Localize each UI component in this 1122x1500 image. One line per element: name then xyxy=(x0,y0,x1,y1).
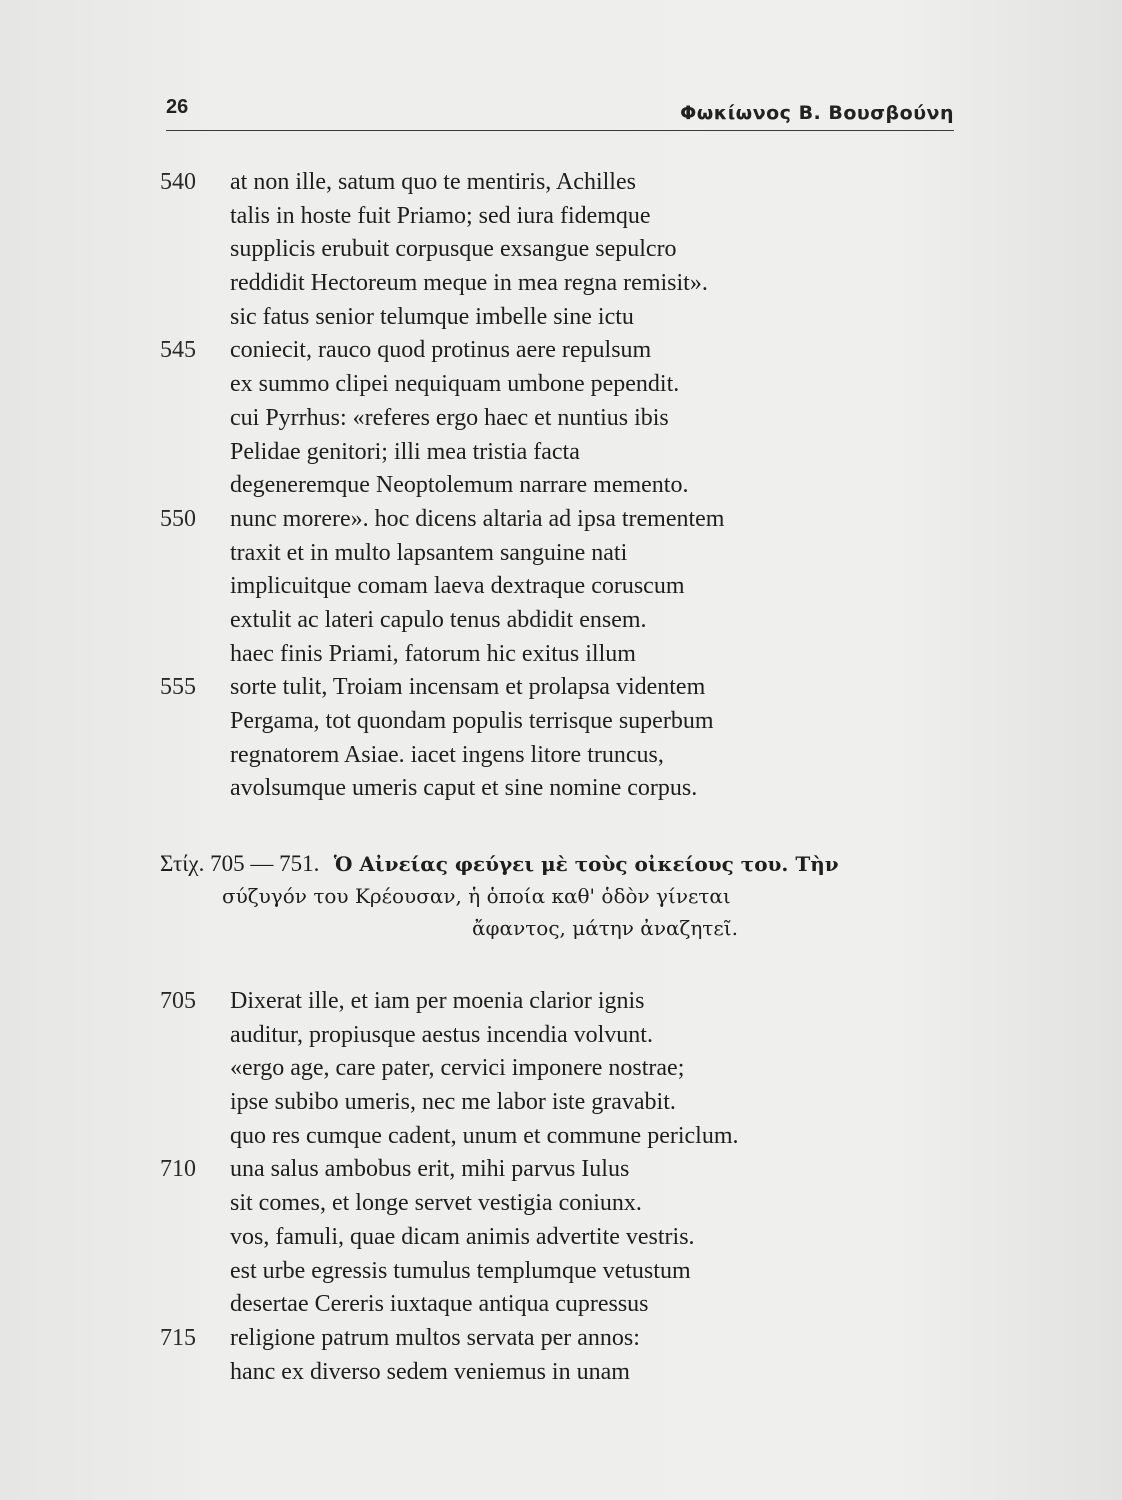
verse-text: Pergama, tot quondam populis terrisque superbum xyxy=(230,708,714,734)
verse-line xyxy=(160,1322,960,1356)
verse-text: at non ille, satum quo te mentiris, Achilles xyxy=(230,169,636,195)
verse-text: regnatorem Asiae. iacet ingens litore truncus, xyxy=(230,741,664,768)
verse-text: extulit ac lateri capulo tenus abdidit ensem. xyxy=(230,606,647,633)
verse-reference: Στίχ. 705 — 751. xyxy=(160,851,320,876)
verse-line xyxy=(160,1120,960,1154)
verse-text: traxit et in multo lapsantem sanguine nati xyxy=(230,539,628,566)
verse-passage-705-716 xyxy=(160,985,960,1389)
verse-line xyxy=(160,267,960,301)
line-number: 550 xyxy=(160,505,196,532)
heading-line-2: σύζυγόν του Κρέουσαν, ἡ ὁποία καθ' ὁδὸν γίνεται xyxy=(222,884,731,908)
verse-line xyxy=(160,233,960,267)
line-number: 705 xyxy=(160,988,196,1014)
verse-text: desertae Cereris iuxtaque antiqua cupressus xyxy=(230,1291,649,1318)
verse-text: reddidit Hectoreum meque in mea regna remisit». xyxy=(230,270,708,297)
verse-line xyxy=(160,1221,960,1255)
verse-text: hanc ex diverso sedem veniemus in unam xyxy=(230,1358,630,1385)
verse-text: supplicis erubuit corpusque exsangue sepulcro xyxy=(230,236,677,263)
verse-line xyxy=(160,570,960,604)
verse-line xyxy=(160,1019,960,1053)
verse-line xyxy=(160,503,960,537)
line-number: 540 xyxy=(160,169,196,195)
running-head: Φωκίωνος Β. Βουσβούνη xyxy=(680,102,954,124)
verse-text: est urbe egressis tumulus templumque vetustum xyxy=(230,1257,691,1284)
verse-line xyxy=(160,469,960,503)
verse-line xyxy=(160,1187,960,1221)
verse-text: una salus ambobus erit, mihi parvus Iulus xyxy=(230,1156,630,1183)
verse-line xyxy=(160,671,960,705)
verse-text: degeneremque Neoptolemum narrare memento. xyxy=(230,472,689,499)
verse-line xyxy=(160,1153,960,1187)
line-number: 710 xyxy=(160,1156,196,1183)
verse-text: quo res cumque cadent, unum et commune periclum. xyxy=(230,1122,739,1149)
verse-text: auditur, propiusque aestus incendia volvunt. xyxy=(230,1021,653,1048)
verse-text: haec finis Priami, fatorum hic exitus illum xyxy=(230,640,636,667)
page-header xyxy=(166,92,954,131)
verse-line xyxy=(160,985,960,1019)
verse-line xyxy=(160,166,960,200)
section-heading xyxy=(160,848,960,944)
verse-line xyxy=(160,772,960,806)
verse-text: ex summo clipei nequiquam umbone pependit. xyxy=(230,371,680,398)
verse-line xyxy=(160,1086,960,1120)
verse-text: Pelidae genitori; illi mea tristia facta xyxy=(230,438,580,465)
verse-line xyxy=(160,1356,960,1390)
line-number: 715 xyxy=(160,1324,196,1351)
verse-line xyxy=(160,368,960,402)
verse-line xyxy=(160,604,960,638)
heading-line-1 xyxy=(160,848,960,880)
verse-text: religione patrum multos servata per annos: xyxy=(230,1324,640,1351)
verse-line xyxy=(160,402,960,436)
verse-text: coniecit, rauco quod protinus aere repulsum xyxy=(230,337,652,364)
verse-text: «ergo age, care pater, cervici imponere nostrae; xyxy=(230,1055,685,1082)
verse-text: implicuitque comam laeva dextraque coruscum xyxy=(230,573,685,600)
verse-text: talis in hoste fuit Priamo; sed iura fidemque xyxy=(230,202,651,229)
verse-line xyxy=(160,638,960,672)
verse-line xyxy=(160,1255,960,1289)
verse-line xyxy=(160,1288,960,1322)
verse-line xyxy=(160,334,960,368)
line-number: 545 xyxy=(160,337,196,364)
verse-line xyxy=(160,200,960,234)
verse-text: nunc morere». hoc dicens altaria ad ipsa trementem xyxy=(230,505,725,532)
verse-text: sit comes, et longe servet vestigia coniunx. xyxy=(230,1190,642,1217)
heading-text-1: Ὁ Αἰνείας φεύγει μὲ τοὺς οἰκείους του. Τὴν xyxy=(333,852,839,876)
verse-passage-540-558 xyxy=(160,166,960,806)
page-number: 26 xyxy=(166,96,189,118)
verse-line xyxy=(160,436,960,470)
verse-text: cui Pyrrhus: «referes ergo haec et nuntius ibis xyxy=(230,404,669,431)
verse-line xyxy=(160,1052,960,1086)
verse-text: ipse subibo umeris, nec me labor iste gravabit. xyxy=(230,1089,676,1116)
verse-text: vos, famuli, quae dicam animis advertite vestris. xyxy=(230,1223,695,1250)
line-number: 555 xyxy=(160,674,196,701)
verse-text: avolsumque umeris caput et sine nomine corpus. xyxy=(230,775,698,802)
verse-text: sorte tulit, Troiam incensam et prolapsa videntem xyxy=(230,674,706,701)
verse-line xyxy=(160,301,960,335)
heading-line-3: ἄφαντος, μάτην ἀναζητεῖ. xyxy=(472,916,738,940)
verse-text: Dixerat ille, et iam per moenia clarior ignis xyxy=(230,988,645,1014)
verse-line xyxy=(160,739,960,773)
verse-text: sic fatus senior telumque imbelle sine ictu xyxy=(230,303,634,330)
verse-line xyxy=(160,537,960,571)
verse-line xyxy=(160,705,960,739)
